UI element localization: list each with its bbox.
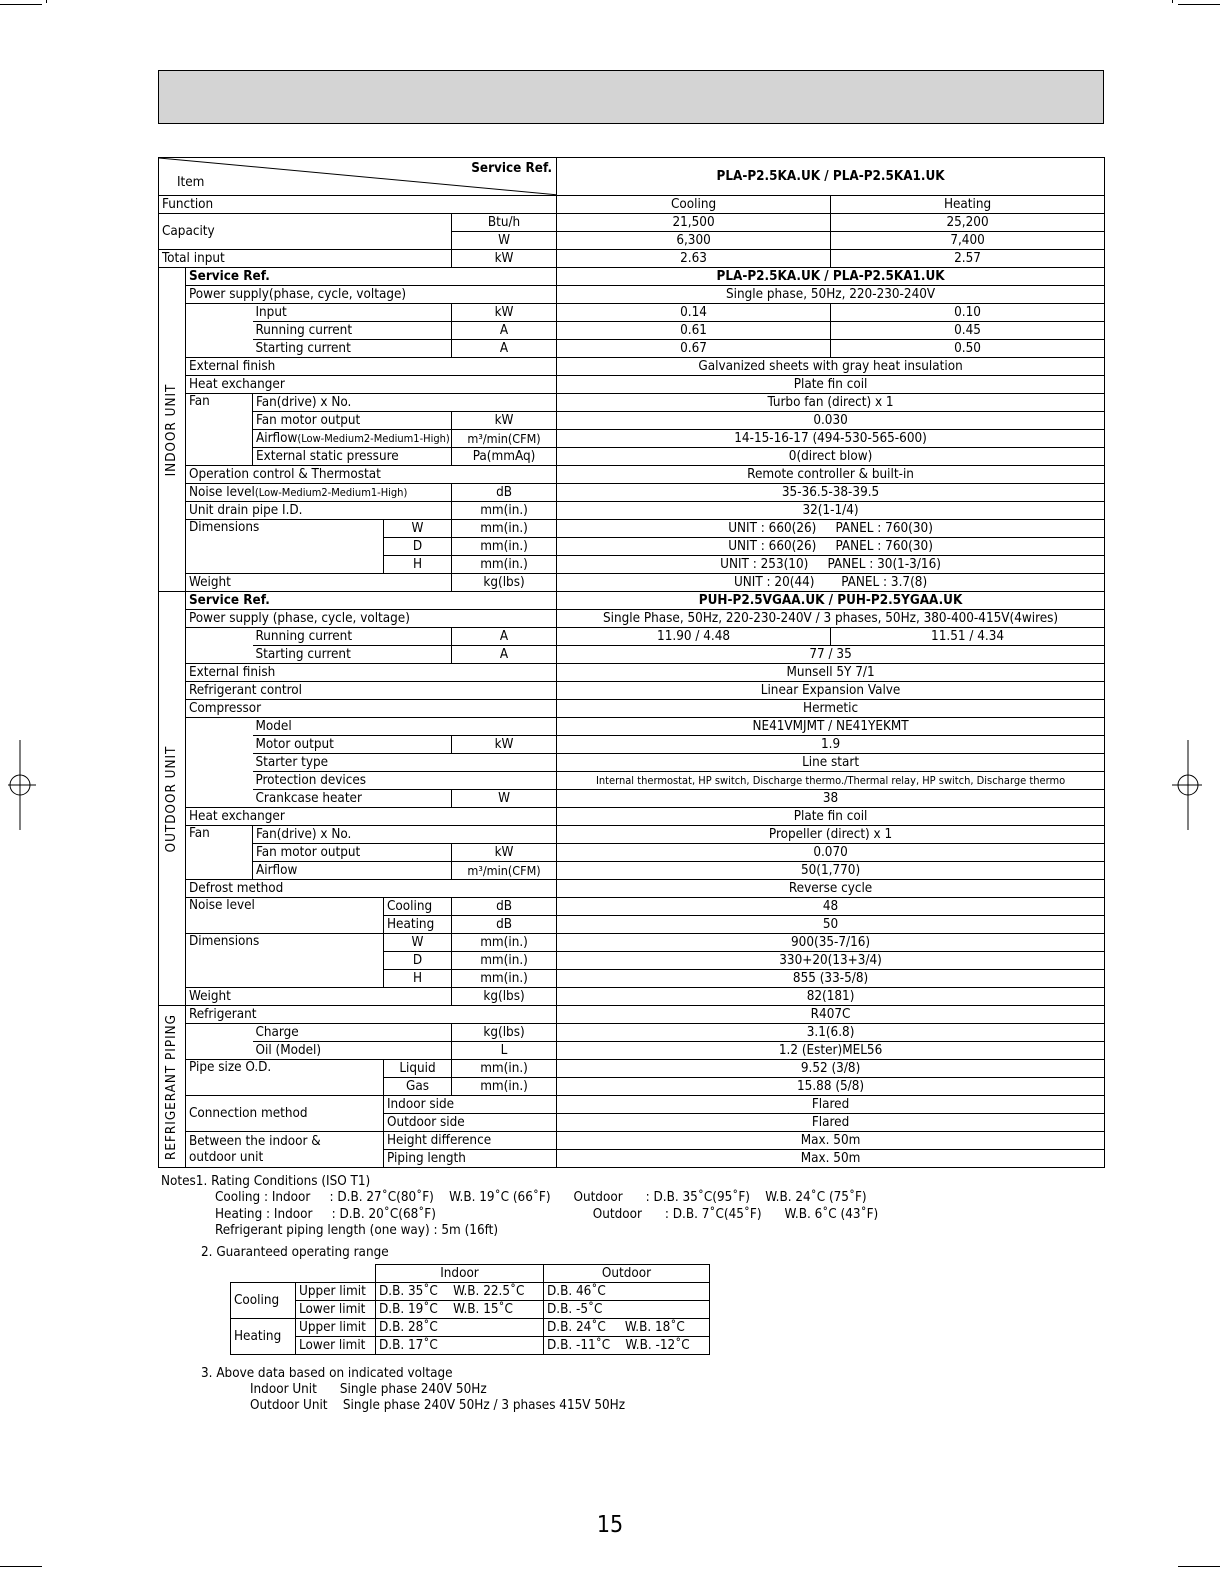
- value: Internal thermostat, HP switch, Discharge thermo./Thermal relay, HP switch, Discharge thermo: [557, 772, 1105, 790]
- function-cooling: Cooling: [557, 196, 831, 214]
- unit: kW: [452, 250, 557, 268]
- range-value: D.B. 35˚C W.B. 22.5˚C: [376, 1283, 544, 1301]
- label: Service Ref.: [186, 268, 557, 286]
- label: Height difference: [384, 1132, 557, 1150]
- row-function: Function: [159, 196, 557, 214]
- header-service-ref: Service Ref.: [471, 161, 553, 176]
- unit: A: [452, 628, 557, 646]
- unit: kW: [452, 844, 557, 862]
- label: External finish: [186, 664, 557, 682]
- value: UNIT : 253(10) PANEL : 30(1-3/16): [557, 556, 1105, 574]
- range-lower-label: Lower limit: [296, 1337, 376, 1355]
- value: 0.14: [557, 304, 831, 322]
- value: 11.90 / 4.48: [557, 628, 831, 646]
- label: Starting current: [253, 340, 452, 358]
- unit: A: [452, 646, 557, 664]
- unit: W: [452, 232, 557, 250]
- header-model: PLA-P2.5KA.UK / PLA-P2.5KA1.UK: [557, 158, 1105, 196]
- operating-range-table: [230, 1264, 710, 1355]
- label: Refrigerant: [186, 1006, 557, 1024]
- value: Hermetic: [557, 700, 1105, 718]
- value: Galvanized sheets with gray heat insulation: [557, 358, 1105, 376]
- label: Noise level: [189, 484, 255, 500]
- unit: kg(lbs): [452, 1024, 557, 1042]
- label: Model: [253, 718, 557, 736]
- header-corner-cell: [159, 158, 557, 196]
- label: External static pressure: [253, 448, 452, 466]
- value: Flared: [557, 1096, 1105, 1114]
- value: 2.63: [557, 250, 831, 268]
- value: 14-15-16-17 (494-530-565-600): [557, 430, 1105, 448]
- value: Plate fin coil: [557, 808, 1105, 826]
- value: 82(181): [557, 988, 1105, 1006]
- unit: mm(in.): [452, 1078, 557, 1096]
- label-between: [186, 1132, 384, 1168]
- value: 0(direct blow): [557, 448, 1105, 466]
- label: Heat exchanger: [186, 808, 557, 826]
- label: Service Ref.: [186, 592, 557, 610]
- label: Weight: [186, 574, 452, 592]
- label: External finish: [186, 358, 557, 376]
- value: 38: [557, 790, 1105, 808]
- note-2-title: 2. Guaranteed operating range: [201, 1245, 389, 1260]
- page-number: 15: [596, 1512, 624, 1538]
- value: UNIT : 660(26) PANEL : 760(30): [557, 538, 1105, 556]
- label: Input: [253, 304, 452, 322]
- unit: m³/min(CFM): [452, 862, 557, 880]
- label: Piping length: [384, 1150, 557, 1168]
- value: 48: [557, 898, 1105, 916]
- value: 0.030: [557, 412, 1105, 430]
- range-value: D.B. 19˚C W.B. 15˚C: [376, 1301, 544, 1319]
- label: Power supply (phase, cycle, voltage): [186, 610, 557, 628]
- value: 0.50: [831, 340, 1105, 358]
- label: Fan motor output: [253, 844, 452, 862]
- crop-mark: [1172, 0, 1173, 3]
- function-heating: Heating: [831, 196, 1105, 214]
- label: W: [384, 934, 452, 952]
- note-1-cooling: Cooling : Indoor : D.B. 27˚C(80˚F) W.B. 19˚C (66˚F) Outdoor : D.B. 35˚C(95˚F) W.B. 24˚C (75˚F): [215, 1190, 867, 1205]
- value: Flared: [557, 1114, 1105, 1132]
- unit: mm(in.): [452, 970, 557, 988]
- row-capacity: Capacity: [159, 214, 452, 250]
- range-outdoor-header: Outdoor: [544, 1265, 710, 1283]
- value: 0.61: [557, 322, 831, 340]
- label: Defrost method: [186, 880, 557, 898]
- value: 50: [557, 916, 1105, 934]
- range-heating-label: Heating: [231, 1319, 296, 1355]
- unit: mm(in.): [452, 520, 557, 538]
- range-upper-label: Upper limit: [296, 1283, 376, 1301]
- unit: mm(in.): [452, 556, 557, 574]
- label: D: [384, 538, 452, 556]
- label: W: [384, 520, 452, 538]
- value: 0.45: [831, 322, 1105, 340]
- unit: mm(in.): [452, 1060, 557, 1078]
- value: 77 / 35: [557, 646, 1105, 664]
- value: 3.1(6.8): [557, 1024, 1105, 1042]
- range-value: D.B. 46˚C: [544, 1283, 710, 1301]
- label: outdoor unit: [189, 1149, 264, 1165]
- unit: Pa(mmAq): [452, 448, 557, 466]
- unit: kW: [452, 304, 557, 322]
- value: 32(1-1/4): [557, 502, 1105, 520]
- range-indoor-header: Indoor: [376, 1265, 544, 1283]
- label: D: [384, 952, 452, 970]
- range-cooling-label: Cooling: [231, 1283, 296, 1319]
- value: 330+20(13+3/4): [557, 952, 1105, 970]
- value: PLA-P2.5KA.UK / PLA-P2.5KA1.UK: [557, 268, 1105, 286]
- label: Fan: [186, 394, 253, 466]
- registration-mark-left: [4, 740, 36, 830]
- unit: A: [452, 322, 557, 340]
- value: 25,200: [831, 214, 1105, 232]
- label: Starting current: [253, 646, 452, 664]
- value: 1.9: [557, 736, 1105, 754]
- value: Line start: [557, 754, 1105, 772]
- value: 9.52 (3/8): [557, 1060, 1105, 1078]
- unit: kg(lbs): [452, 574, 557, 592]
- value: 15.88 (5/8): [557, 1078, 1105, 1096]
- range-value: D.B. -5˚C: [544, 1301, 710, 1319]
- value: UNIT : 20(44) PANEL : 3.7(8): [557, 574, 1105, 592]
- label: Airflow: [256, 430, 298, 446]
- value: 855 (33-5/8): [557, 970, 1105, 988]
- note-1-heating: Heating : Indoor : D.B. 20˚C(68˚F) Outdoor : D.B. 7˚C(45˚F) W.B. 6˚C (43˚F): [215, 1207, 879, 1222]
- label: Protection devices: [253, 772, 557, 790]
- note-3-title: 3. Above data based on indicated voltage: [201, 1366, 453, 1381]
- label: Running current: [253, 628, 452, 646]
- label: Fan(drive) x No.: [253, 394, 557, 412]
- label: Heat exchanger: [186, 376, 557, 394]
- specification-table: [158, 157, 1105, 1168]
- label: Outdoor side: [384, 1114, 557, 1132]
- label: Indoor side: [384, 1096, 557, 1114]
- unit: dB: [452, 484, 557, 502]
- range-value: D.B. -11˚C W.B. -12˚C: [544, 1337, 710, 1355]
- value: NE41VMJMT / NE41YEKMT: [557, 718, 1105, 736]
- label: Heating: [384, 916, 452, 934]
- indent-cell: [186, 718, 253, 808]
- row-total-input: Total input: [159, 250, 452, 268]
- label-sub: (Low-Medium2-Medium1-High): [254, 485, 408, 499]
- unit: kW: [452, 736, 557, 754]
- value: Munsell 5Y 7/1: [557, 664, 1105, 682]
- note-1-title: Notes1. Rating Conditions (ISO T1): [161, 1174, 371, 1189]
- label: Liquid: [384, 1060, 452, 1078]
- unit: L: [452, 1042, 557, 1060]
- value: Max. 50m: [557, 1150, 1105, 1168]
- label: Pipe size O.D.: [186, 1060, 384, 1096]
- value: 0.10: [831, 304, 1105, 322]
- label: Compressor: [186, 700, 557, 718]
- section-label: REFRIGERANT PIPING: [164, 1013, 179, 1160]
- label-airflow: [253, 430, 452, 448]
- label: Oil (Model): [253, 1042, 452, 1060]
- crop-mark: [0, 4, 42, 5]
- range-lower-label: Lower limit: [296, 1301, 376, 1319]
- range-value: D.B. 28˚C: [376, 1319, 544, 1337]
- indent-cell: [186, 628, 253, 664]
- label: Operation control & Thermostat: [186, 466, 557, 484]
- unit: Btu/h: [452, 214, 557, 232]
- note-1-piping: Refrigerant piping length (one way) : 5m (16ft): [215, 1223, 499, 1238]
- section-outdoor-unit: [159, 592, 186, 1006]
- label-sub: (Low-Medium2-Medium1-High): [297, 431, 450, 445]
- label: Fan motor output: [253, 412, 452, 430]
- unit: A: [452, 340, 557, 358]
- value: 11.51 / 4.34: [831, 628, 1105, 646]
- label: Cooling: [384, 898, 452, 916]
- registration-mark-right: [1172, 740, 1206, 830]
- label: Fan: [186, 826, 253, 880]
- label: Motor output: [253, 736, 452, 754]
- value: 7,400: [831, 232, 1105, 250]
- note-3-indoor: Indoor Unit Single phase 240V 50Hz: [250, 1382, 487, 1397]
- unit: W: [452, 790, 557, 808]
- section-label: INDOOR UNIT: [164, 383, 179, 476]
- label: Between the indoor &: [189, 1133, 321, 1149]
- value: 2.57: [831, 250, 1105, 268]
- empty-cell: [231, 1265, 376, 1283]
- value: 900(35-7/16): [557, 934, 1105, 952]
- label: Weight: [186, 988, 452, 1006]
- indent-cell: [186, 304, 253, 358]
- label: Charge: [253, 1024, 452, 1042]
- value: 50(1,770): [557, 862, 1105, 880]
- unit: mm(in.): [452, 502, 557, 520]
- value: 1.2 (Ester)MEL56: [557, 1042, 1105, 1060]
- value: 0.67: [557, 340, 831, 358]
- unit: m³/min(CFM): [452, 430, 557, 448]
- label: Noise level: [186, 898, 384, 934]
- value: Single Phase, 50Hz, 220-230-240V / 3 phases, 50Hz, 380-400-415V(4wires): [557, 610, 1105, 628]
- indent-cell: [186, 1024, 253, 1060]
- section-label: OUTDOOR UNIT: [164, 745, 179, 852]
- section-indoor-unit: [159, 268, 186, 592]
- section-refrigerant-piping: [159, 1006, 186, 1168]
- header-item: Item: [177, 175, 205, 190]
- unit: mm(in.): [452, 952, 557, 970]
- unit: kg(lbs): [452, 988, 557, 1006]
- label: Connection method: [186, 1096, 384, 1132]
- crop-mark: [46, 0, 47, 3]
- crop-mark: [0, 1566, 42, 1567]
- label: Running current: [253, 322, 452, 340]
- label: Power supply(phase, cycle, voltage): [186, 286, 557, 304]
- value: PUH-P2.5VGAA.UK / PUH-P2.5YGAA.UK: [557, 592, 1105, 610]
- title-banner: [158, 70, 1104, 124]
- value: Remote controller & built-in: [557, 466, 1105, 484]
- value: Single phase, 50Hz, 220-230-240V: [557, 286, 1105, 304]
- label: Unit drain pipe I.D.: [186, 502, 452, 520]
- range-upper-label: Upper limit: [296, 1319, 376, 1337]
- value: 35-36.5-38-39.5: [557, 484, 1105, 502]
- label: Dimensions: [186, 520, 384, 574]
- crop-mark: [1178, 4, 1220, 5]
- note-3-outdoor: Outdoor Unit Single phase 240V 50Hz / 3 phases 415V 50Hz: [250, 1398, 626, 1413]
- label: Fan(drive) x No.: [253, 826, 557, 844]
- label-noise: [186, 484, 452, 502]
- value: Propeller (direct) x 1: [557, 826, 1105, 844]
- label: H: [384, 970, 452, 988]
- unit: dB: [452, 898, 557, 916]
- value: Turbo fan (direct) x 1: [557, 394, 1105, 412]
- label: Airflow: [253, 862, 452, 880]
- value: R407C: [557, 1006, 1105, 1024]
- range-value: D.B. 17˚C: [376, 1337, 544, 1355]
- label: Starter type: [253, 754, 557, 772]
- value: Linear Expansion Valve: [557, 682, 1105, 700]
- label: Crankcase heater: [253, 790, 452, 808]
- label: Gas: [384, 1078, 452, 1096]
- value: Max. 50m: [557, 1132, 1105, 1150]
- value: 6,300: [557, 232, 831, 250]
- unit: mm(in.): [452, 538, 557, 556]
- value: Reverse cycle: [557, 880, 1105, 898]
- value: 21,500: [557, 214, 831, 232]
- value: UNIT : 660(26) PANEL : 760(30): [557, 520, 1105, 538]
- unit: kW: [452, 412, 557, 430]
- unit: mm(in.): [452, 934, 557, 952]
- label: H: [384, 556, 452, 574]
- unit: dB: [452, 916, 557, 934]
- label: Refrigerant control: [186, 682, 557, 700]
- label: Dimensions: [186, 934, 384, 988]
- value: 0.070: [557, 844, 1105, 862]
- value: Plate fin coil: [557, 376, 1105, 394]
- crop-mark: [1178, 1566, 1220, 1567]
- range-value: D.B. 24˚C W.B. 18˚C: [544, 1319, 710, 1337]
